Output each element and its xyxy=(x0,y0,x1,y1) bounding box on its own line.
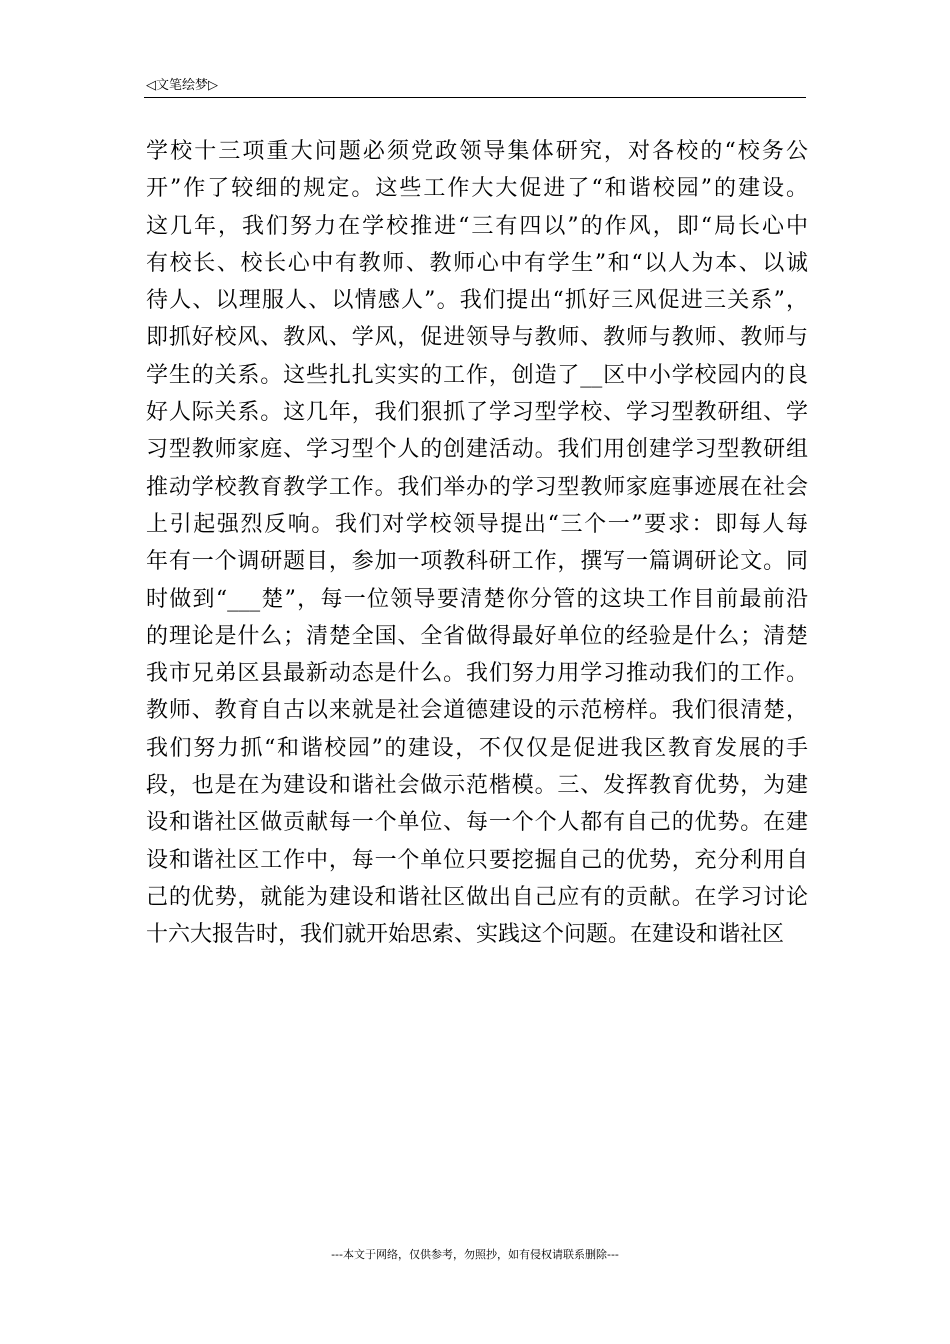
body-line: 学生的关系。这些扎扎实实的工作，创造了__区中小学校园内的良 xyxy=(146,362,808,388)
body-line: 推动学校教育教学工作。我们举办的学习型教师家庭事迹展在社会 xyxy=(146,474,808,500)
body-line: 己的优势，就能为建设和谐社区做出自己应有的贡献。在学习讨论 xyxy=(146,884,808,910)
body-line: 好人际关系。这几年，我们狠抓了学习型学校、学习型教研组、学 xyxy=(146,400,808,426)
header-title: 文笔绘梦 xyxy=(156,78,209,93)
body-line: 这几年，我们努力在学校推进“三有四以”的作风，即“局长心中 xyxy=(146,213,808,239)
document-body xyxy=(146,133,808,954)
body-line: 设和谐社区做贡献每一个单位、每一个个人都有自己的优势。在建 xyxy=(146,810,808,836)
page-header xyxy=(146,76,806,96)
body-line: 十六大报告时，我们就开始思索、实践这个问题。在建设和谐社区 xyxy=(146,922,785,948)
body-line: 教师、教育自古以来就是社会道德建设的示范榜样。我们很清楚， xyxy=(146,698,808,724)
body-line: 即抓好校风、教风、学风，促进领导与教师、教师与教师、教师与 xyxy=(146,325,808,351)
body-line: 学校十三项重大问题必须党政领导集体研究，对各校的“校务公 xyxy=(146,139,808,164)
body-line: 设和谐社区工作中，每一个单位只要挖掘自己的优势，充分利用自 xyxy=(146,847,808,873)
header-rule xyxy=(144,97,806,98)
body-line: 段，也是在为建设和谐社会做示范楷模。三、发挥教育优势，为建 xyxy=(146,773,808,799)
body-line: 时做到“___楚”，每一位领导要清楚你分管的这块工作目前最前沿 xyxy=(146,586,808,612)
body-line: 习型教师家庭、学习型个人的创建活动。我们用创建学习型教研组 xyxy=(146,437,808,463)
page-footer: ---本文于网络，仅供参考，勿照抄，如有侵权请联系删除--- xyxy=(331,1248,619,1261)
body-line: 的理论是什么；清楚全国、全省做得最好单位的经验是什么；清楚 xyxy=(146,623,808,649)
body-line: 有校长、校长心中有教师、教师心中有学生”和“以人为本、以诚 xyxy=(146,250,808,276)
left-triangle-icon: ◁ xyxy=(146,78,156,93)
right-triangle-icon: ▷ xyxy=(208,78,219,93)
body-line: 开”作了较细的规定。这些工作大大促进了“和谐校园”的建设。 xyxy=(146,176,808,202)
body-line: 上引起强烈反响。我们对学校领导提出“三个一”要求：即每人每 xyxy=(146,511,808,537)
body-line: 我市兄弟区县最新动态是什么。我们努力用学习推动我们的工作。 xyxy=(146,661,808,687)
body-line: 年有一个调研题目，参加一项教科研工作，撰写一篇调研论文。同 xyxy=(146,549,808,575)
body-line: 待人、以理服人、以情感人”。我们提出“抓好三风促进三关系”， xyxy=(146,288,808,314)
body-line: 我们努力抓“和谐校园”的建设，不仅仅是促进我区教育发展的手 xyxy=(146,735,808,761)
